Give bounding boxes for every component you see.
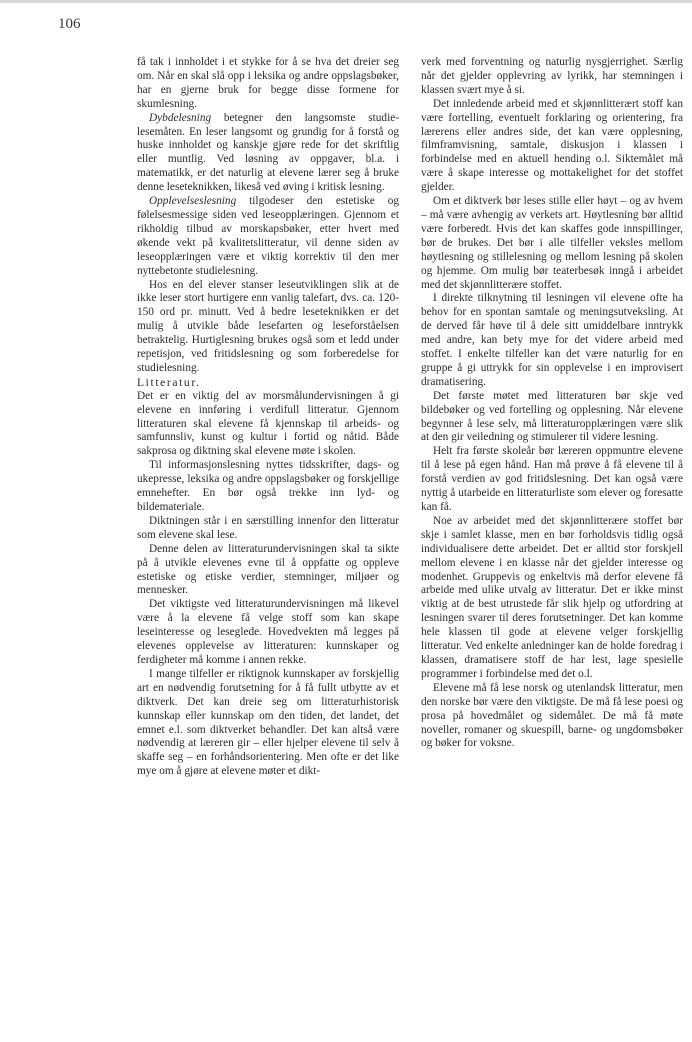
term-opplevelseslesning: Opplevelseslesning [149, 195, 237, 208]
paragraph: verk med forventning og naturlig nysgjerrighet. Særlig når det gjelder opplevring av lyrikk, har stemningen i klassen svært mye å si. [421, 56, 683, 96]
left-column [137, 56, 399, 779]
paragraph: Helt fra første skoleår bør læreren oppmuntre elevene til å lese på egen hånd. Han må prøve å få elevene til å forstå verdien av god fritidslesning. Det kan også være nyttig å utarbeide en litteraturliste som elever og foresatte kan få. [421, 445, 683, 513]
top-edge-rule [0, 0, 692, 3]
page-number: 106 [58, 16, 81, 32]
term-dybdelesning: Dybdelesning [149, 111, 212, 124]
paragraph-text: betegner den langsomste studie-lesemåten. En leser langsomt og grundig for å forstå og huske innholdet og kanskje gjøre rede for det skriftlig eller muntlig. Ved løsning av oppgaver, bl.a. i matematikk, er det naturlig at elevene lærer seg å bruke denne leseteknikken, likeså ved øving i kritisk lesning. [137, 111, 399, 194]
paragraph: I mange tilfeller er riktignok kunnskaper av forskjellig art en nødvendig forutsetning for å få fullt utbytte av et diktverk. Det kan dreie seg om litteraturhistorisk kunnskap eller kunnskap om den tiden, det landet, det emnet e.l. som diktverket behandler. Det kan altså være nødvendig at læreren gir – eller hjelper elevene til selv å skaffe seg – en forhåndsorientering. Men ofte er det like mye om å gjøre at elevene møter et dikt- [137, 667, 399, 778]
paragraph [137, 195, 399, 278]
paragraph: I direkte tilknytning til lesningen vil elevene ofte ha behov for en spontan samtale og meningsutveksling. At de derved får høve til å dele sitt umiddelbare inntrykk med andre, kan bety mye for det videre arbeid med stoffet. I enkelte tilfeller kan det være naturlig for en gruppe å gi uttrykk for sin opplevelse i en improvisert dramatisering. [421, 292, 683, 388]
paragraph: få tak i innholdet i et stykke for å se hva det dreier seg om. Når en skal slå opp i leksika og andre oppslagsbøker, har en gjerne bruk for begge disse formene for skumlesning. [137, 56, 399, 110]
paragraph: Elevene må få lese norsk og utenlandsk litteratur, men den norske bør være den viktigste. De må få lese poesi og prosa på hovedmålet og sidemålet. De må få møte noveller, romaner og skuespill, barne- og ungdomsbøker og bøker for voksne. [421, 681, 683, 750]
section-heading: Litteratur. [137, 375, 201, 389]
paragraph: Denne delen av litteraturundervisningen skal ta sikte på å utvikle elevenes evne til å oppfatte og oppleve estetiske og etiske verdier, stemninger, miljøer og mennesker. [137, 542, 399, 597]
paragraph: Noe av arbeidet med det skjønnlitterære stoffet bør skje i samlet klasse, men en bør forholdsvis tidlig også individualisere dette arbeidet. Det er alltid stor forskjell mellom elevene i en klasse når det gjelder interesse og modenhet. Gruppevis og enkeltvis må derfor elevene få arbeide med ulike utvalg av litteratur. Det er ikke minst viktig at de best utrustede får slik hjelp og utfordring at lesningen svarer til deres forutsetninger. Det kan komme hele klassen til gode at elevene velger forskjellig litteratur. Ved enkelte anledninger kan de holde foredrag i klassen, dramatisere stoff de har lest, lage spesielle programmer i forbindelse med det o.l. [421, 514, 683, 680]
right-column [421, 56, 683, 751]
paragraph: Det første møtet med litteraturen bør skje ved bildebøker og ved fortelling og opplesning. Når elevene begynner å lese selv, må litteraturopplæringen være slik at den gir veiledning og stimulerer til videre lesning. [421, 389, 683, 444]
paragraph: Hos en del elever stanser leseutviklingen slik at de ikke leser stort hurtigere enn vanlig talefart, dvs. ca. 120-150 ord pr. minutt. Ved å bedre leseteknikken er det mulig å utvikle både lesefarten og leseforståelsen betraktelig. Hurtiglesning brukes også som et ledd under repetisjon, ved fritidslesning og som forberedelse for studielesning. [137, 278, 399, 374]
paragraph: Det er en viktig del av morsmålundervisningen å gi elevene en innføring i verdifull litteratur. Gjennom litteraturen skal elevene få kjennskap til arbeids- og samfunnsliv, kunst og kultur i fortid og nåtid. Både sakprosa og diktning skal elevene møte i skolen. [137, 389, 399, 458]
paragraph: Det viktigste ved litteraturundervisningen må likevel være å la elevene få velge stoff som kan skape leseinteresse og leseglede. Hovedvekten må legges på elevenes opplevelse av litteraturen: kunnskaper og ferdigheter må komme i annen rekke. [137, 598, 399, 666]
paragraph-text: tilgodeser den estetiske og følelsesmessige siden ved leseopplæringen. Gjennom et rikholdig tilbud av morskapsbøker, etter hvert med økende vekt på kvalitetslitteratur, vil denne siden av leseopplæringen være et viktig korrektiv til den mer nyttebetonte studielesning. [137, 195, 399, 277]
paragraph: Diktningen står i en særstilling innenfor den litteratur som elevene skal lese. [137, 514, 399, 541]
paragraph: Om et diktverk bør leses stille eller høyt – og av hvem – må være avhengig av verkets art. Høytlesning bør alltid være forberedt. Hvis det kan skaffes gode innspillinger, bør de brukes. Det bør i alle tilfeller veksles mellom høytlesning og stillelesning og mellom lesning på skolen og hjemme. Om mulig bør teaterbesøk inngå i arbeidet med det skjønnlitterære stoffet. [421, 195, 683, 291]
paragraph [137, 112, 399, 195]
paragraph: Til informasjonslesning nyttes tidsskrifter, dags- og ukepresse, leksika og andre oppslagsbøker og forskjellige emnehefter. En bør også trekke inn lyd- og bildemateriale. [137, 459, 399, 513]
paragraph: Det innledende arbeid med et skjønnlitterært stoff kan være fortelling, eventuelt forklaring og orientering, fra lærerens eller andres side, det kan være opplesning, filmframvisning, samtale, diskusjon i klassen i forbindelse med en aktuell hending o.l. Siktemålet må være å skape interesse og mottakelighet for det stoffet gjelder. [421, 97, 683, 194]
